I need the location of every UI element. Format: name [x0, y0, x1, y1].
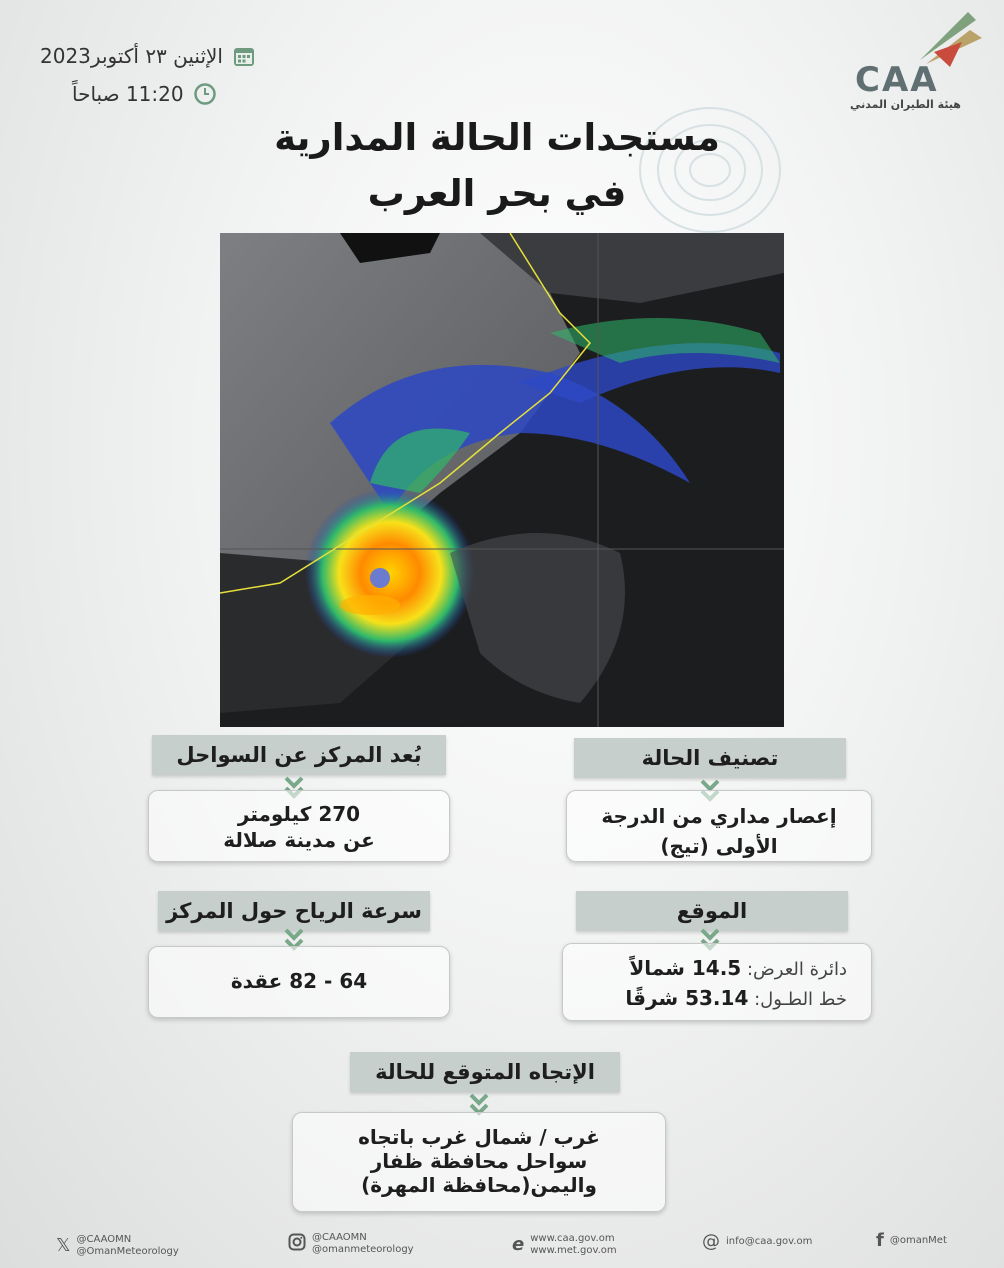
- x-handle-caa[interactable]: @CAAOMN: [76, 1234, 132, 1245]
- website-caa[interactable]: www.caa.gov.om: [530, 1233, 615, 1244]
- distance-reference: عن مدينة صلالة: [223, 828, 375, 852]
- time-line: [72, 82, 216, 106]
- classification-card: [566, 790, 872, 862]
- location-heading: الموقع: [576, 891, 848, 931]
- distance-card: [148, 790, 450, 862]
- date-line: [40, 44, 255, 68]
- wind-card: [148, 946, 450, 1018]
- x-handle-met[interactable]: @OmanMeteorology: [76, 1246, 179, 1257]
- latitude-label: دائرة العرض:: [746, 959, 847, 980]
- footer-facebook[interactable]: [876, 1230, 947, 1251]
- browser-icon: e: [512, 1234, 525, 1255]
- wind-value: 64 - 82 عقدة: [230, 969, 368, 993]
- instagram-icon: [288, 1233, 306, 1255]
- x-icon: 𝕏: [56, 1235, 71, 1256]
- distance-heading: بُعد المركز عن السواحل: [152, 735, 446, 775]
- page-title-line2: في بحر العرب: [367, 172, 627, 215]
- instagram-handle-met[interactable]: @omanmeteorology: [312, 1244, 414, 1255]
- wind-heading: سرعة الرياح حول المركز: [158, 891, 430, 931]
- instagram-handle-caa[interactable]: @CAAOMN: [312, 1232, 367, 1243]
- classification-heading: تصنيف الحالة: [574, 738, 846, 778]
- classification-line2: الأولى (تيج): [660, 834, 778, 858]
- page-title-line1: مستجدات الحالة المدارية: [274, 116, 720, 159]
- calendar-icon: [233, 45, 255, 67]
- satellite-image: [220, 233, 784, 727]
- direction-line1: غرب / شمال غرب باتجاه: [358, 1125, 600, 1149]
- facebook-icon: f: [876, 1230, 884, 1251]
- caa-logo: [850, 12, 985, 112]
- logo-text: CAA: [855, 60, 939, 100]
- website-met[interactable]: www.met.gov.om: [530, 1245, 617, 1256]
- classification-line1: إعصار مداري من الدرجة: [601, 804, 837, 828]
- distance-value: 270 كيلومتر: [237, 802, 361, 826]
- at-icon: @: [702, 1231, 720, 1252]
- direction-line3: واليمن(محافظة المهرة): [361, 1173, 597, 1197]
- direction-heading: الإتجاه المتوقع للحالة: [350, 1052, 620, 1092]
- latitude-value: 14.5 شمالاً: [629, 956, 742, 980]
- facebook-handle[interactable]: @omanMet: [889, 1235, 947, 1246]
- direction-card: [292, 1112, 666, 1212]
- latitude-row: [563, 954, 847, 984]
- longitude-value: 53.14 شرقًا: [625, 986, 749, 1010]
- footer-web[interactable]: [512, 1233, 617, 1257]
- location-card: [562, 943, 872, 1021]
- footer-instagram[interactable]: [288, 1232, 414, 1256]
- logo-subtitle: هيئة الطيران المدني: [850, 98, 961, 111]
- longitude-label: خط الطـول:: [754, 989, 847, 1010]
- footer-x[interactable]: [56, 1234, 179, 1258]
- email-address[interactable]: info@caa.gov.om: [726, 1236, 813, 1247]
- footer-email[interactable]: [702, 1231, 813, 1252]
- clock-icon: [194, 83, 216, 105]
- longitude-row: [563, 984, 847, 1014]
- date-text: الإثنين ٢٣ أكتوبر2023: [40, 44, 223, 68]
- cyclone-swirl-icon: [600, 90, 800, 250]
- direction-line2: سواحل محافظة ظفار: [370, 1149, 588, 1173]
- time-text: 11:20 صباحاً: [72, 82, 184, 106]
